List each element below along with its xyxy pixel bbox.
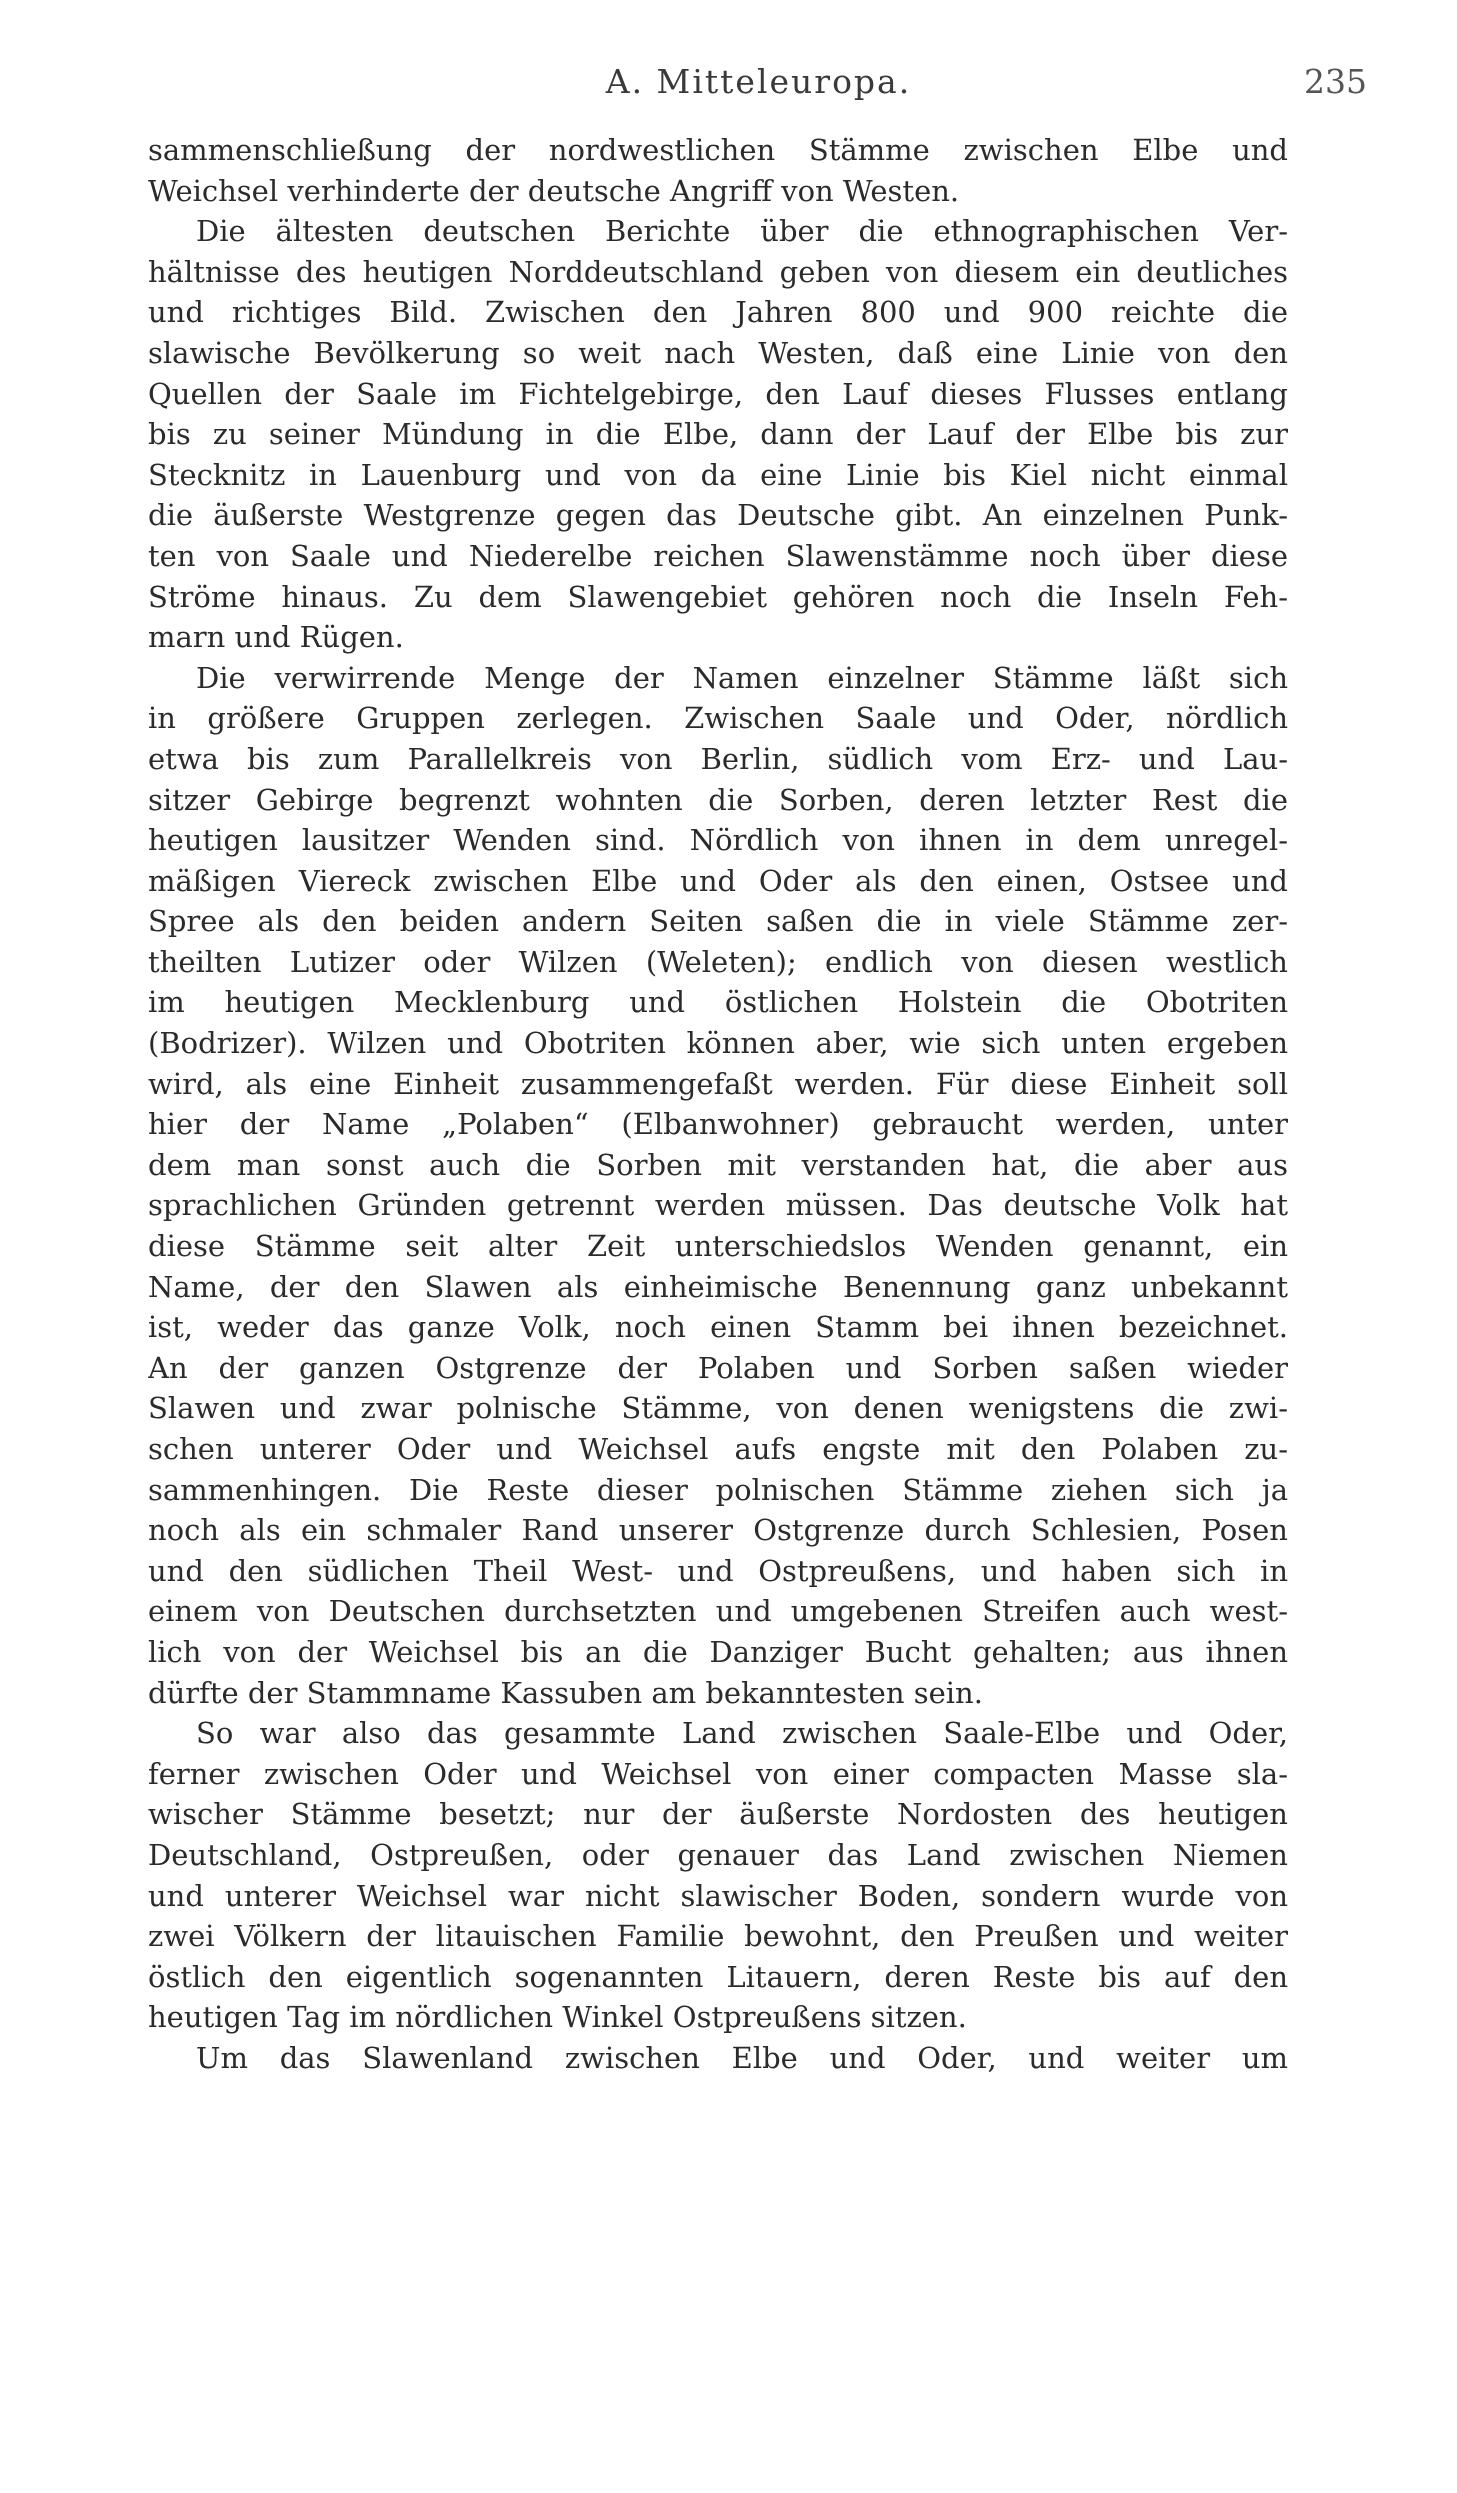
text-line: sitzer Gebirge begrenzt wohnten die Sorben, deren letzter Rest die xyxy=(148,782,1288,817)
text-line: Deutschland, Ostpreußen, oder genauer das Land zwischen Niemen xyxy=(148,1837,1288,1872)
text-line: und unterer Weichsel war nicht slawischer Boden, sondern wurde von xyxy=(148,1878,1288,1913)
running-head xyxy=(150,62,1367,112)
text-line: hältnisse des heutigen Norddeutschland geben von diesem ein deutliches xyxy=(148,254,1288,289)
text-line: lich von der Weichsel bis an die Danziger Bucht gehalten; aus ihnen xyxy=(148,1634,1288,1669)
body-text xyxy=(148,130,1288,2079)
text-line: und den südlichen Theil West- und Ostpreußens, und haben sich in xyxy=(148,1553,1288,1588)
text-line: sammenschließung der nordwestlichen Stämme zwischen Elbe und xyxy=(148,133,1288,167)
text-line: im heutigen Mecklenburg und östlichen Holstein die Obotriten xyxy=(148,985,1288,1020)
text-line: Slawen und zwar polnische Stämme, von denen wenigstens die zwi- xyxy=(148,1391,1288,1426)
text-line: zwei Völkern der litauischen Familie bewohnt, den Preußen und weiter xyxy=(148,1919,1288,1954)
text-line: östlich den eigentlich sogenannten Litauern, deren Reste bis auf den xyxy=(148,1959,1288,1994)
text-line: Stecknitz in Lauenburg und von da eine Linie bis Kiel nicht einmal xyxy=(148,457,1288,492)
text-line: einem von Deutschen durchsetzten und umgebenen Streifen auch west- xyxy=(148,1594,1288,1629)
text-line: wischer Stämme besetzt; nur der äußerste Nordosten des heutigen xyxy=(148,1797,1288,1832)
text-line: An der ganzen Ostgrenze der Polaben und Sorben saßen wieder xyxy=(148,1350,1288,1385)
text-line: Die ältesten deutschen Berichte über die ethnographischen Ver- xyxy=(196,214,1288,249)
text-line: marn und Rügen. xyxy=(148,620,404,655)
text-line: sprachlichen Gründen getrennt werden müssen. Das deutsche Volk hat xyxy=(148,1188,1288,1223)
text-line: Weichsel verhinderte der deutsche Angriff von Westen. xyxy=(148,173,960,208)
text-line: etwa bis zum Parallelkreis von Berlin, südlich vom Erz- und Lau- xyxy=(148,741,1288,776)
text-line: heutigen lausitzer Wenden sind. Nördlich von ihnen in dem unregel- xyxy=(148,823,1288,858)
running-title: A. Mitteleuropa. xyxy=(605,62,912,101)
text-line: Name, der den Slawen als einheimische Benennung ganz unbekannt xyxy=(148,1269,1288,1304)
text-line: heutigen Tag im nördlichen Winkel Ostpreußens sitzen. xyxy=(148,2000,967,2035)
text-line: schen unterer Oder und Weichsel aufs engste mit den Polaben zu- xyxy=(148,1432,1288,1466)
text-line: Die verwirrende Menge der Namen einzelner Stämme läßt sich xyxy=(196,660,1288,695)
text-line: wird, als eine Einheit zusammengefaßt werden. Für diese Einheit soll xyxy=(148,1066,1288,1101)
text-line: diese Stämme seit alter Zeit unterschiedslos Wenden genannt, ein xyxy=(148,1229,1288,1264)
text-line: theilten Lutizer oder Wilzen (Weleten); endlich von diesen westlich xyxy=(148,944,1288,979)
text-line: Ströme hinaus. Zu dem Slawengebiet gehören noch die Inseln Feh- xyxy=(148,579,1288,614)
text-line: ist, weder das ganze Volk, noch einen Stamm bei ihnen bezeichnet. xyxy=(148,1310,1288,1345)
text-line: slawische Bevölkerung so weit nach Westen, daß eine Linie von den xyxy=(148,335,1288,370)
text-line: bis zu seiner Mündung in die Elbe, dann der Lauf der Elbe bis zur xyxy=(148,417,1288,452)
text-line: Um das Slawenland zwischen Elbe und Oder, und weiter um xyxy=(196,2040,1288,2075)
page-number: 235 xyxy=(1304,62,1367,101)
text-line: Quellen der Saale im Fichtelgebirge, den Lauf dieses Flusses entlang xyxy=(148,376,1288,411)
text-line: und richtiges Bild. Zwischen den Jahren 800 und 900 reichte die xyxy=(148,295,1288,330)
text-line: ten von Saale und Niederelbe reichen Slawenstämme noch über diese xyxy=(148,538,1288,573)
text-line: dem man sonst auch die Sorben mit verstanden hat, die aber aus xyxy=(148,1147,1288,1182)
text-line: mäßigen Viereck zwischen Elbe und Oder als den einen, Ostsee und xyxy=(148,863,1288,898)
text-line: die äußerste Westgrenze gegen das Deutsche gibt. An einzelnen Punk- xyxy=(148,498,1288,533)
text-line: sammenhingen. Die Reste dieser polnischen Stämme ziehen sich ja xyxy=(148,1472,1288,1507)
text-line: Spree als den beiden andern Seiten saßen die in viele Stämme zer- xyxy=(148,904,1288,939)
text-line: (Bodrizer). Wilzen und Obotriten können aber, wie sich unten ergeben xyxy=(148,1026,1288,1061)
text-line: So war also das gesammte Land zwischen Saale-Elbe und Oder, xyxy=(196,1716,1288,1751)
text-line: ferner zwischen Oder und Weichsel von einer compacten Masse sla- xyxy=(148,1756,1288,1791)
text-line: hier der Name „Polaben“ (Elbanwohner) gebraucht werden, unter xyxy=(148,1107,1288,1142)
text-line: in größere Gruppen zerlegen. Zwischen Saale und Oder, nördlich xyxy=(148,701,1288,736)
text-line: dürfte der Stammname Kassuben am bekanntesten sein. xyxy=(148,1675,983,1710)
text-line: noch als ein schmaler Rand unserer Ostgrenze durch Schlesien, Posen xyxy=(148,1513,1288,1548)
